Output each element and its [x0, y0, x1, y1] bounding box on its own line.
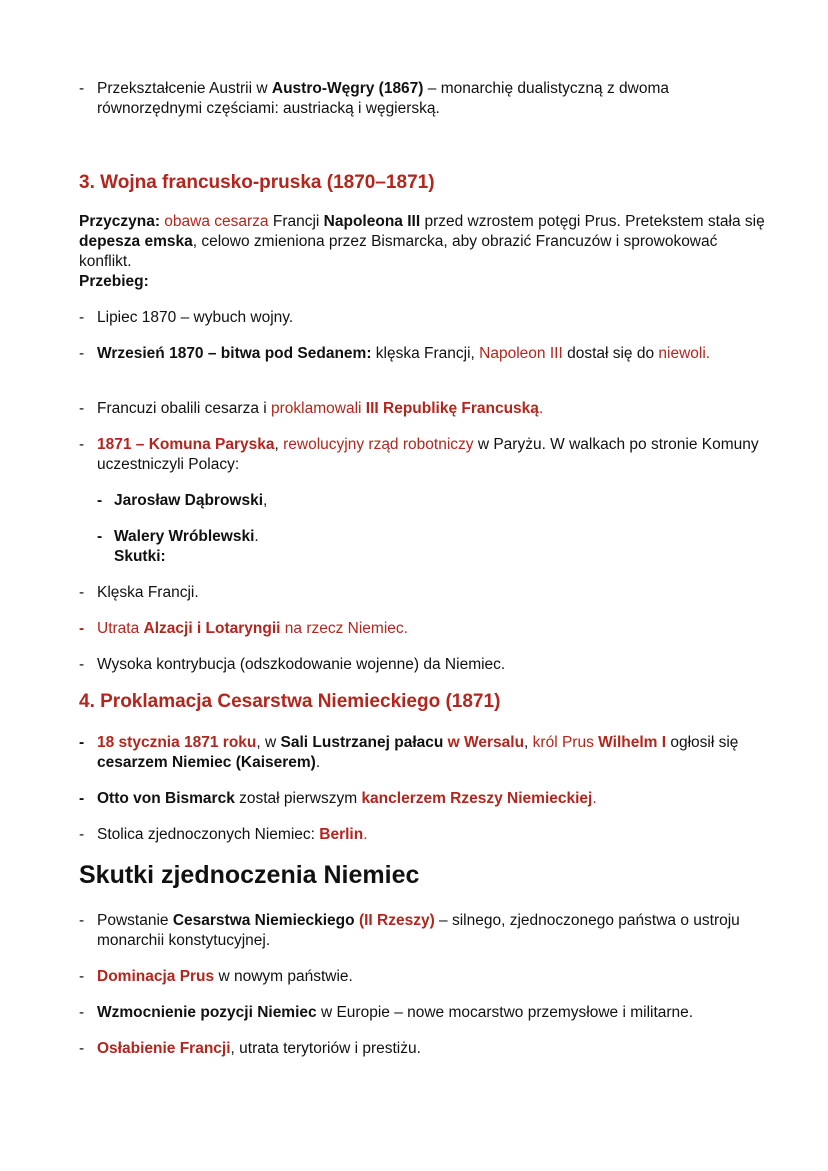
list-item-result-4: - Osłabienie Francji, utrata terytoriów i prestiżu. — [97, 1039, 777, 1059]
list-item-course-2: - Wrzesień 1870 – bitwa pod Sedanem: klęska Francji, Napoleon III dostał się do niewoli. — [97, 344, 777, 364]
label-effects: Skutki: — [114, 548, 166, 565]
page-heading-results: Skutki zjednoczenia Niemiec — [79, 861, 420, 889]
list-item-proclamation-2: - Otto von Bismarck został pierwszym kanclerzem Rzeszy Niemieckiej. — [97, 789, 777, 809]
label-course: Przebieg: — [79, 273, 149, 290]
list-item-result-3: - Wzmocnienie pozycji Niemiec w Europie – nowe mocarstwo przemysłowe i militarne. — [97, 1003, 777, 1023]
list-item-proclamation-1: - 18 stycznia 1871 roku, w Sali Lustrzanej pałacu w Wersalu, król Prus Wilhelm I ogłosił się cesarzem Niemiec (Kaiserem). — [97, 733, 777, 773]
list-item-course-3: - Francuzi obalili cesarza i proklamowali III Republikę Francuską. — [97, 399, 777, 419]
list-item-effect-2: - Utrata Alzacji i Lotaryngii na rzecz Niemiec. — [97, 619, 777, 639]
list-item-austria: - Przekształcenie Austrii w Austro-Węgry (1867) – monarchię dualistyczną z dwoma równorzędnymi częściami: austriacką i węgierską. — [97, 79, 777, 119]
sub-item-dabrowski: - Jarosław Dąbrowski, — [114, 491, 714, 511]
list-item-course-4: - 1871 – Komuna Paryska, rewolucyjny rząd robotniczy w Paryżu. W walkach po stronie Komuny uczestniczyli Polacy: — [97, 435, 777, 475]
paragraph-cause: Przyczyna: obawa cesarza Francji Napoleona III przed wzrostem potęgi Prus. Pretekstem stała się depesza emska, celowo zmieniona przez Bismarcka, aby obrazić Francuzów i sprowokować konflikt. — [79, 213, 765, 270]
list-item-result-1: - Powstanie Cesarstwa Niemieckiego (II Rzeszy) – silnego, zjednoczonego państwa o ustroju monarchii konstytucyjnej. — [97, 911, 777, 951]
section-heading-proclamation: 4. Proklamacja Cesarstwa Niemieckiego (1871) — [79, 691, 501, 712]
list-item-proclamation-3: - Stolica zjednoczonych Niemiec: Berlin. — [97, 825, 777, 845]
list-item-effect-3: - Wysoka kontrybucja (odszkodowanie wojenne) da Niemiec. — [97, 655, 777, 675]
sub-item-wroblewski: - Walery Wróblewski. Skutki: — [114, 527, 714, 567]
list-item-result-2: - Dominacja Prus w nowym państwie. — [97, 967, 777, 987]
list-item-effect-1: - Klęska Francji. — [97, 583, 777, 603]
list-item-course-1: - Lipiec 1870 – wybuch wojny. — [97, 308, 777, 328]
section-heading-war: 3. Wojna francusko-pruska (1870–1871) — [79, 172, 435, 193]
